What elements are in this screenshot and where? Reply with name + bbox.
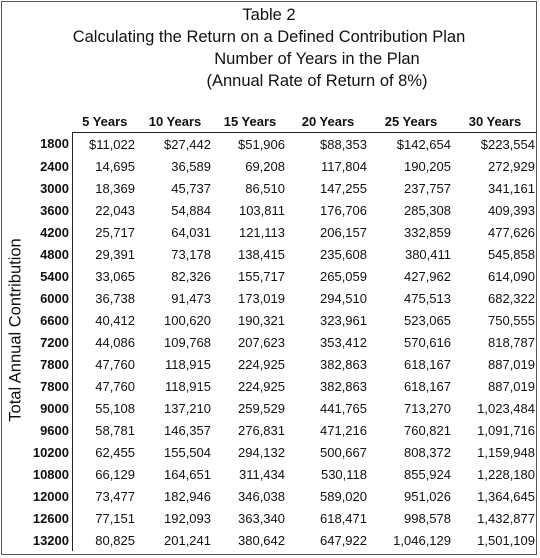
table-row	[28, 507, 537, 529]
table-cell	[287, 419, 369, 441]
table-cell	[287, 485, 369, 507]
cell-value: 346,038	[238, 488, 285, 504]
cell-value: 1,091,716	[477, 422, 535, 438]
table-cell	[73, 507, 138, 529]
cell-value: 62,455	[95, 444, 135, 460]
column-header: 25 Years	[384, 113, 438, 129]
table-cell	[73, 397, 138, 419]
table-cell	[453, 243, 537, 265]
table-cell	[73, 221, 138, 243]
cell-value: 155,717	[238, 268, 285, 284]
cell-value: 69,208	[245, 158, 285, 174]
column-header: 15 Years	[223, 113, 277, 129]
table-cell	[453, 265, 537, 287]
table-cell	[213, 221, 287, 243]
table-cell	[137, 243, 213, 265]
table-cell	[73, 177, 138, 199]
cell-value: 47,760	[95, 378, 135, 394]
cell-value: 73,178	[171, 246, 211, 262]
table-cell	[137, 199, 213, 221]
table-row	[28, 309, 537, 331]
table-row	[28, 243, 537, 265]
table-cell	[213, 155, 287, 177]
cell-value: 353,412	[320, 334, 367, 350]
row-axis-label: Total Annual Contribution	[6, 238, 25, 422]
cell-value: 118,915	[164, 378, 211, 394]
table-cell	[369, 507, 453, 529]
table-row	[28, 397, 537, 419]
rate-note: (Annual Rate of Return of 8%)	[206, 72, 428, 90]
row-contribution: 10800	[28, 463, 73, 485]
cell-value: 36,589	[171, 158, 211, 174]
table-cell	[73, 419, 138, 441]
cell-value: 618,167	[404, 378, 451, 394]
cell-value: 760,821	[404, 422, 451, 438]
cell-value: 66,129	[95, 466, 135, 482]
cell-value: 382,863	[320, 378, 367, 394]
table-cell	[73, 529, 138, 551]
cell-value: 29,391	[95, 246, 135, 262]
cell-value: 382,863	[320, 356, 367, 372]
table-subtitle: Number of Years in the Plan	[214, 50, 420, 68]
table-cell	[137, 485, 213, 507]
cell-value: 109,768	[164, 334, 211, 350]
cell-value: 887,019	[488, 378, 535, 394]
cell-value: 86,510	[245, 180, 285, 196]
cell-value: 100,620	[164, 312, 211, 328]
table-row	[28, 177, 537, 199]
cell-value: 206,157	[320, 224, 367, 240]
row-contribution: 9600	[28, 419, 73, 441]
cell-value: $51,906	[238, 136, 285, 152]
cell-value: 951,026	[404, 488, 451, 504]
table-cell	[137, 419, 213, 441]
cell-value: 545,858	[488, 246, 535, 262]
cell-value: 54,884	[171, 202, 211, 218]
cell-value: 121,113	[238, 224, 285, 240]
table-cell	[287, 155, 369, 177]
table-cell	[287, 331, 369, 353]
header-row	[28, 110, 537, 133]
row-contribution: 5400	[28, 265, 73, 287]
table-row	[28, 441, 537, 463]
table-cell	[369, 243, 453, 265]
row-contribution: 13200	[28, 529, 73, 551]
row-contribution: 6600	[28, 309, 73, 331]
table-row	[28, 529, 537, 551]
table-cell	[213, 529, 287, 551]
table-cell	[453, 177, 537, 199]
title-block	[0, 4, 538, 92]
table-cell	[73, 375, 138, 397]
table-cell	[453, 375, 537, 397]
table-cell	[369, 287, 453, 309]
cell-value: $142,654	[396, 136, 451, 152]
cell-value: 441,765	[320, 400, 367, 416]
table-cell	[453, 199, 537, 221]
table-cell	[137, 155, 213, 177]
cell-value: 265,059	[320, 268, 367, 284]
table-cell	[453, 221, 537, 243]
cell-value: 33,065	[95, 268, 135, 284]
cell-value: 471,216	[320, 422, 367, 438]
table-title: Calculating the Return on a Defined Contribution Plan	[72, 28, 466, 46]
table-cell	[453, 397, 537, 419]
cell-value: 475,513	[404, 290, 451, 306]
cell-value: 500,667	[320, 444, 367, 460]
table-cell	[73, 463, 138, 485]
table-row	[28, 331, 537, 353]
cell-value: 682,322	[488, 290, 535, 306]
cell-value: 1,364,645	[477, 488, 535, 504]
cell-value: 190,321	[238, 312, 285, 328]
cell-value: 530,118	[320, 466, 367, 482]
cell-value: 40,412	[95, 312, 135, 328]
cell-value: 818,787	[488, 334, 535, 350]
cell-value: 808,372	[404, 444, 451, 460]
table-cell	[287, 221, 369, 243]
table-cell	[213, 353, 287, 375]
table-cell	[213, 309, 287, 331]
table-cell	[369, 397, 453, 419]
table-cell	[287, 177, 369, 199]
cell-value: $27,442	[164, 136, 211, 152]
table-cell	[287, 529, 369, 551]
cell-value: 855,924	[404, 466, 451, 482]
table-cell	[137, 529, 213, 551]
table-cell	[137, 441, 213, 463]
cell-value: 750,555	[488, 312, 535, 328]
cell-value: 272,929	[488, 158, 535, 174]
table-cell	[73, 353, 138, 375]
row-contribution: 4200	[28, 221, 73, 243]
table-row	[28, 375, 537, 397]
row-contribution: 4800	[28, 243, 73, 265]
table-cell	[137, 133, 213, 156]
table-cell	[213, 397, 287, 419]
cell-value: 409,393	[488, 202, 535, 218]
table-cell	[213, 375, 287, 397]
cell-value: 77,151	[95, 510, 135, 526]
table-cell	[369, 529, 453, 551]
row-contribution: 1800	[28, 133, 73, 156]
table-cell	[137, 397, 213, 419]
table-row	[28, 133, 537, 156]
cell-value: 82,326	[171, 268, 211, 284]
cell-value: 64,031	[171, 224, 211, 240]
table-cell	[369, 199, 453, 221]
cell-value: 618,167	[404, 356, 451, 372]
table-cell	[369, 221, 453, 243]
cell-value: 58,781	[95, 422, 135, 438]
cell-value: 294,132	[238, 444, 285, 460]
table-cell	[73, 133, 138, 156]
cell-value: 118,915	[164, 356, 211, 372]
cell-value: 73,477	[95, 488, 135, 504]
table-row	[28, 419, 537, 441]
cell-value: 998,578	[404, 510, 451, 526]
cell-value: 1,023,484	[477, 400, 535, 416]
cell-value: 146,357	[164, 422, 211, 438]
cell-value: $11,022	[88, 136, 135, 152]
table-cell	[287, 397, 369, 419]
table-cell	[453, 133, 537, 156]
table-cell	[369, 309, 453, 331]
cell-value: 618,471	[320, 510, 367, 526]
table-cell	[287, 199, 369, 221]
table-cell	[213, 199, 287, 221]
table-cell	[453, 419, 537, 441]
table-cell	[453, 485, 537, 507]
cell-value: 182,946	[164, 488, 211, 504]
table-cell	[453, 331, 537, 353]
header-corner	[28, 110, 73, 133]
row-contribution: 7200	[28, 331, 73, 353]
table-cell	[73, 155, 138, 177]
table-cell	[369, 419, 453, 441]
cell-value: 294,510	[320, 290, 367, 306]
table-cell	[453, 463, 537, 485]
cell-value: 207,623	[238, 334, 285, 350]
cell-value: 380,642	[238, 532, 285, 548]
cell-value: 224,925	[238, 356, 285, 372]
table-cell	[287, 133, 369, 156]
table-cell	[213, 133, 287, 156]
table-row	[28, 199, 537, 221]
table-cell	[287, 265, 369, 287]
row-contribution: 12600	[28, 507, 73, 529]
cell-value: 363,340	[238, 510, 285, 526]
table-cell	[369, 265, 453, 287]
table-cell	[287, 353, 369, 375]
column-header: 5 Years	[82, 113, 128, 129]
cell-value: $88,353	[320, 136, 367, 152]
returns-table	[28, 110, 537, 551]
table-cell	[137, 221, 213, 243]
table-cell	[137, 463, 213, 485]
cell-value: 713,270	[404, 400, 451, 416]
cell-value: 137,210	[164, 400, 211, 416]
returns-table-container	[28, 110, 537, 551]
cell-value: 201,241	[164, 532, 211, 548]
cell-value: 237,757	[404, 180, 451, 196]
cell-value: 14,695	[95, 158, 135, 174]
cell-value: 570,616	[404, 334, 451, 350]
table-cell	[73, 287, 138, 309]
cell-value: 22,043	[95, 202, 135, 218]
cell-value: 1,432,877	[477, 510, 535, 526]
table-cell	[287, 287, 369, 309]
table-cell	[137, 331, 213, 353]
cell-value: 45,737	[171, 180, 211, 196]
table-cell	[137, 507, 213, 529]
table-cell	[453, 309, 537, 331]
table-row	[28, 287, 537, 309]
cell-value: 259,529	[238, 400, 285, 416]
column-header: 10 Years	[148, 113, 202, 129]
cell-value: 173,019	[238, 290, 285, 306]
row-contribution: 3600	[28, 199, 73, 221]
cell-value: 235,608	[320, 246, 367, 262]
table-cell	[73, 199, 138, 221]
row-contribution: 2400	[28, 155, 73, 177]
cell-value: 155,504	[164, 444, 211, 460]
table-cell	[453, 287, 537, 309]
cell-value: 176,706	[320, 202, 367, 218]
row-contribution: 3000	[28, 177, 73, 199]
cell-value: 341,161	[488, 180, 535, 196]
cell-value: 523,065	[404, 312, 451, 328]
cell-value: 380,411	[404, 246, 451, 262]
table-cell	[369, 155, 453, 177]
table-cell	[287, 375, 369, 397]
table-number: Table 2	[242, 6, 296, 24]
table-cell	[213, 507, 287, 529]
table-row	[28, 221, 537, 243]
cell-value: 138,415	[238, 246, 285, 262]
table-row	[28, 485, 537, 507]
cell-value: 1,501,109	[477, 532, 535, 548]
table-cell	[287, 463, 369, 485]
table-cell	[137, 353, 213, 375]
table-cell	[213, 265, 287, 287]
table-cell	[369, 485, 453, 507]
row-contribution: 12000	[28, 485, 73, 507]
cell-value: $223,554	[480, 136, 535, 152]
table-cell	[73, 485, 138, 507]
table-cell	[73, 265, 138, 287]
cell-value: 614,090	[488, 268, 535, 284]
row-contribution: 9000	[28, 397, 73, 419]
cell-value: 311,434	[238, 466, 285, 482]
table-cell	[287, 507, 369, 529]
table-row	[28, 353, 537, 375]
table-cell	[213, 485, 287, 507]
table-cell	[287, 243, 369, 265]
table-body	[28, 133, 537, 552]
row-contribution: 10200	[28, 441, 73, 463]
cell-value: 647,922	[320, 532, 367, 548]
table-cell	[137, 309, 213, 331]
table-cell	[369, 375, 453, 397]
table-cell	[213, 463, 287, 485]
cell-value: 55,108	[95, 400, 135, 416]
table-row	[28, 155, 537, 177]
table-cell	[213, 287, 287, 309]
table-cell	[213, 331, 287, 353]
table-cell	[369, 133, 453, 156]
table-cell	[137, 265, 213, 287]
table-cell	[213, 419, 287, 441]
table-cell	[369, 441, 453, 463]
cell-value: 147,255	[320, 180, 367, 196]
cell-value: 323,961	[320, 312, 367, 328]
table-cell	[369, 177, 453, 199]
table-cell	[453, 155, 537, 177]
cell-value: 18,369	[95, 180, 135, 196]
table-cell	[453, 529, 537, 551]
table-cell	[453, 353, 537, 375]
table-cell	[213, 243, 287, 265]
cell-value: 117,804	[320, 158, 367, 174]
cell-value: 224,925	[238, 378, 285, 394]
table-cell	[73, 441, 138, 463]
cell-value: 47,760	[95, 356, 135, 372]
table-cell	[213, 441, 287, 463]
cell-value: 192,093	[164, 510, 211, 526]
cell-value: 1,046,129	[393, 532, 451, 548]
cell-value: 80,825	[95, 532, 135, 548]
cell-value: 44,086	[95, 334, 135, 350]
cell-value: 887,019	[488, 356, 535, 372]
table-cell	[287, 309, 369, 331]
table-cell	[453, 441, 537, 463]
table-cell	[73, 331, 138, 353]
cell-value: 1,159,948	[477, 444, 535, 460]
table-cell	[137, 287, 213, 309]
cell-value: 164,651	[164, 466, 211, 482]
cell-value: 25,717	[95, 224, 135, 240]
table-cell	[369, 353, 453, 375]
table-cell	[137, 177, 213, 199]
table-cell	[287, 441, 369, 463]
cell-value: 276,831	[238, 422, 285, 438]
cell-value: 1,228,180	[477, 466, 535, 482]
table-cell	[369, 331, 453, 353]
table-row	[28, 265, 537, 287]
row-contribution: 7800	[28, 353, 73, 375]
cell-value: 285,308	[404, 202, 451, 218]
table-cell	[453, 507, 537, 529]
cell-value: 91,473	[171, 290, 211, 306]
table-row	[28, 463, 537, 485]
cell-value: 103,811	[238, 202, 285, 218]
row-contribution: 7800	[28, 375, 73, 397]
cell-value: 332,859	[404, 224, 451, 240]
row-contribution: 6000	[28, 287, 73, 309]
table-cell	[213, 177, 287, 199]
cell-value: 190,205	[404, 158, 451, 174]
column-header: 30 Years	[468, 113, 522, 129]
table-cell	[73, 309, 138, 331]
cell-value: 36,738	[95, 290, 135, 306]
column-header: 20 Years	[301, 113, 355, 129]
cell-value: 477,626	[488, 224, 535, 240]
table-cell	[73, 243, 138, 265]
table-cell	[369, 463, 453, 485]
table-cell	[137, 375, 213, 397]
cell-value: 427,962	[404, 268, 451, 284]
cell-value: 589,020	[320, 488, 367, 504]
